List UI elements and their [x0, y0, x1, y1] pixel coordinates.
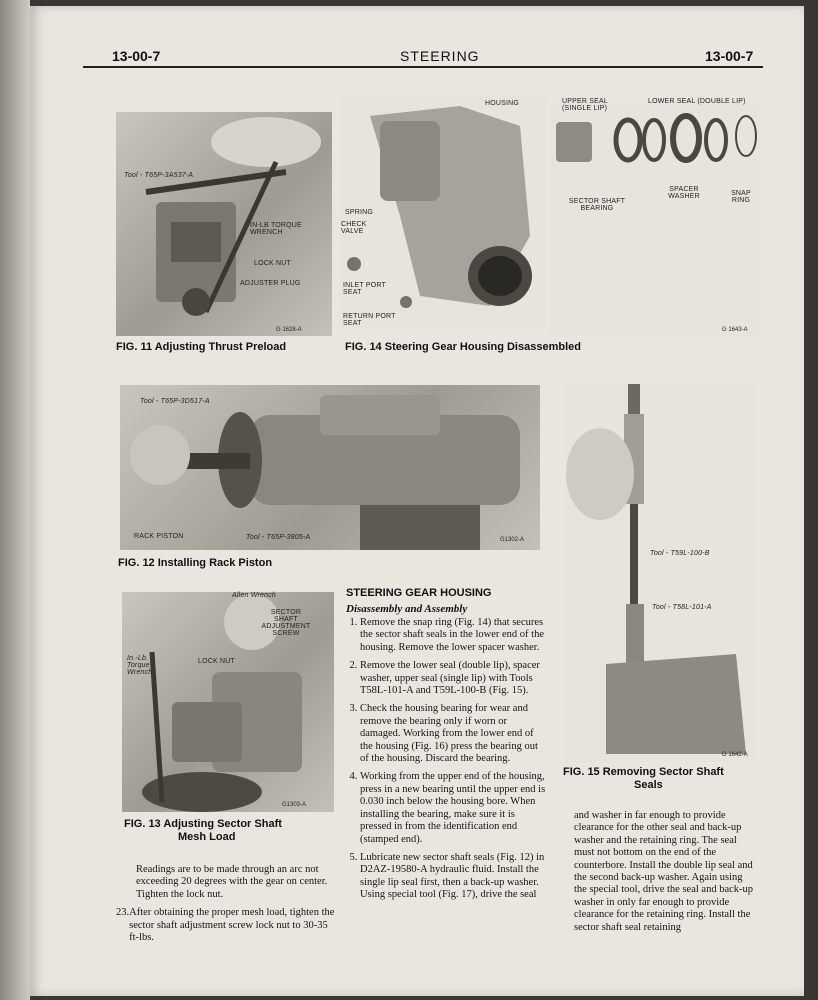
fig12-label-tool2: Tool - T65P-3805-A	[246, 534, 311, 541]
header-rule	[83, 66, 763, 68]
fig15-code: G 1642-A	[722, 752, 748, 758]
step-1: 1. Remove the snap ring (Fig. 14) that secures the sector shaft seals in the lower end of the housing. Remove the lower spacer washer.	[360, 617, 546, 654]
fig14-label-spring: SPRING	[345, 209, 374, 216]
fig14-label-housing: HOUSING	[485, 100, 520, 107]
fig13-label-allen: Allen Wrench	[232, 592, 277, 599]
fig14-caption: FIG. 14 Steering Gear Housing Disassembled	[345, 341, 581, 353]
book-binding	[0, 0, 30, 1000]
step-23-text: After obtaining the proper mesh load, tighten the sector shaft adjustment screw lock nut to 30-35 ft-lbs.	[129, 907, 335, 944]
fig11-label-adjuster: ADJUSTER PLUG	[240, 280, 301, 287]
fig14-label-snapring: SNAP RING	[731, 190, 751, 204]
fig11-label-wrench: IN-LB TORQUE WRENCH	[250, 222, 302, 236]
section-title: STEERING GEAR HOUSING	[346, 587, 492, 599]
fig13-label-locknut: LOCK NUT	[198, 658, 235, 665]
fig14-label-bearing: SECTOR SHAFT BEARING	[568, 198, 626, 212]
fig14-label-returnseat: RETURN PORT SEAT	[343, 313, 396, 327]
page-number-left: 13-00-7	[112, 48, 161, 64]
fig14-label-inletseat: INLET PORT SEAT	[343, 282, 386, 296]
fig11-label-tool: Tool - T65P-3A537-A	[124, 172, 194, 179]
fig15-label-tool1: Tool - T59L-100-B	[650, 550, 710, 557]
fig12-illustration	[120, 385, 540, 550]
left-text-block	[116, 864, 338, 944]
right-text-block: and washer in far enough to provide clearance for the other seal and back-up washer and the retaining ring. The seal must not bottom on the end of the counterbore. Install the double lip seal and the second back-up washer. Again using the special tool, drive the seal and back-up washer in only far enough to provide clearance for the retaining ring. Install the sector shaft seal retaining	[574, 810, 754, 933]
fig12-caption: FIG. 12 Installing Rack Piston	[118, 557, 273, 569]
fig15-caption-line1: FIG. 15 Removing Sector Shaft	[563, 766, 724, 778]
step-3: 3. Check the housing bearing for wear and remove the bearing only if worn or damaged. Working from the lower end of the housing (Fig. 16) press the bearing out of the housing. Discard the bearing.	[360, 703, 546, 765]
fig14-label-checkvalve: CHECK VALVE	[341, 221, 367, 235]
step-4: 4. Working from the upper end of the housing, press in a new bearing until the upper end is 0.030 inch below the housing bore. When installing the bearing, make sure it is pressed in from the identification end (stamped end).	[360, 771, 546, 845]
fig12-photo	[120, 385, 540, 550]
section-subtitle: Disassembly and Assembly	[346, 603, 468, 615]
fig13-caption-line2: Mesh Load	[178, 831, 236, 843]
fig14-code: G 1643-A	[722, 327, 748, 333]
fig13-label-screw: SECTOR SHAFT ADJUSTMENT SCREW	[261, 609, 311, 637]
fig11-code: G 1628-A	[276, 327, 302, 333]
section-header: STEERING	[400, 48, 480, 64]
page-number-right: 13-00-7	[705, 48, 754, 64]
fig12-label-tool1: Tool - T65P-3D517-A	[140, 398, 210, 405]
fig14-label-upperseal: UPPER SEAL (SINGLE LIP)	[562, 98, 608, 112]
fig15-caption-line2: Seals	[634, 779, 663, 791]
fig12-code: G1302-A	[500, 537, 525, 543]
fig14-label-washer: SPACER WASHER	[668, 186, 700, 200]
fig15-label-tool2: Tool - T58L-101-A	[652, 604, 712, 611]
fig13-label-wrench: In.-Lb. Torque Wrench	[127, 655, 153, 676]
left-paragraph: Readings are to be made through an arc not exceeding 20 degrees with the gear on center. Tighten the lock nut.	[136, 864, 328, 900]
fig15-photo	[566, 384, 756, 762]
fig14-parts-illustration	[550, 100, 760, 336]
fig13-caption-line1: FIG. 13 Adjusting Sector Shaft	[124, 818, 282, 830]
step-2: 2. Remove the lower seal (double lip), spacer washer, upper seal (single lip) with Tools T58L-101-A and T59L-100-B (Fig. 15).	[360, 660, 546, 697]
step-23-number: 23.	[116, 907, 130, 919]
fig11-label-locknut: LOCK NUT	[254, 260, 291, 267]
fig14-label-lowerseal: LOWER SEAL (DOUBLE LIP)	[648, 98, 746, 105]
fig11-caption: FIG. 11 Adjusting Thrust Preload	[116, 341, 287, 353]
steps-block	[346, 617, 546, 908]
step-23	[116, 907, 338, 944]
fig14-parts-photo	[550, 100, 760, 336]
fig12-label-rackpiston: RACK PISTON	[134, 533, 184, 540]
step-5: 5. Lubricate new sector shaft seals (Fig. 12) in D2AZ-19580-A hydraulic fluid. Install the single lip seal first, then a back-up washer. Using special tool (Fig. 17), drive the seal	[360, 852, 546, 902]
fig15-illustration	[566, 384, 756, 762]
fig13-code: G1303-A	[282, 802, 307, 808]
